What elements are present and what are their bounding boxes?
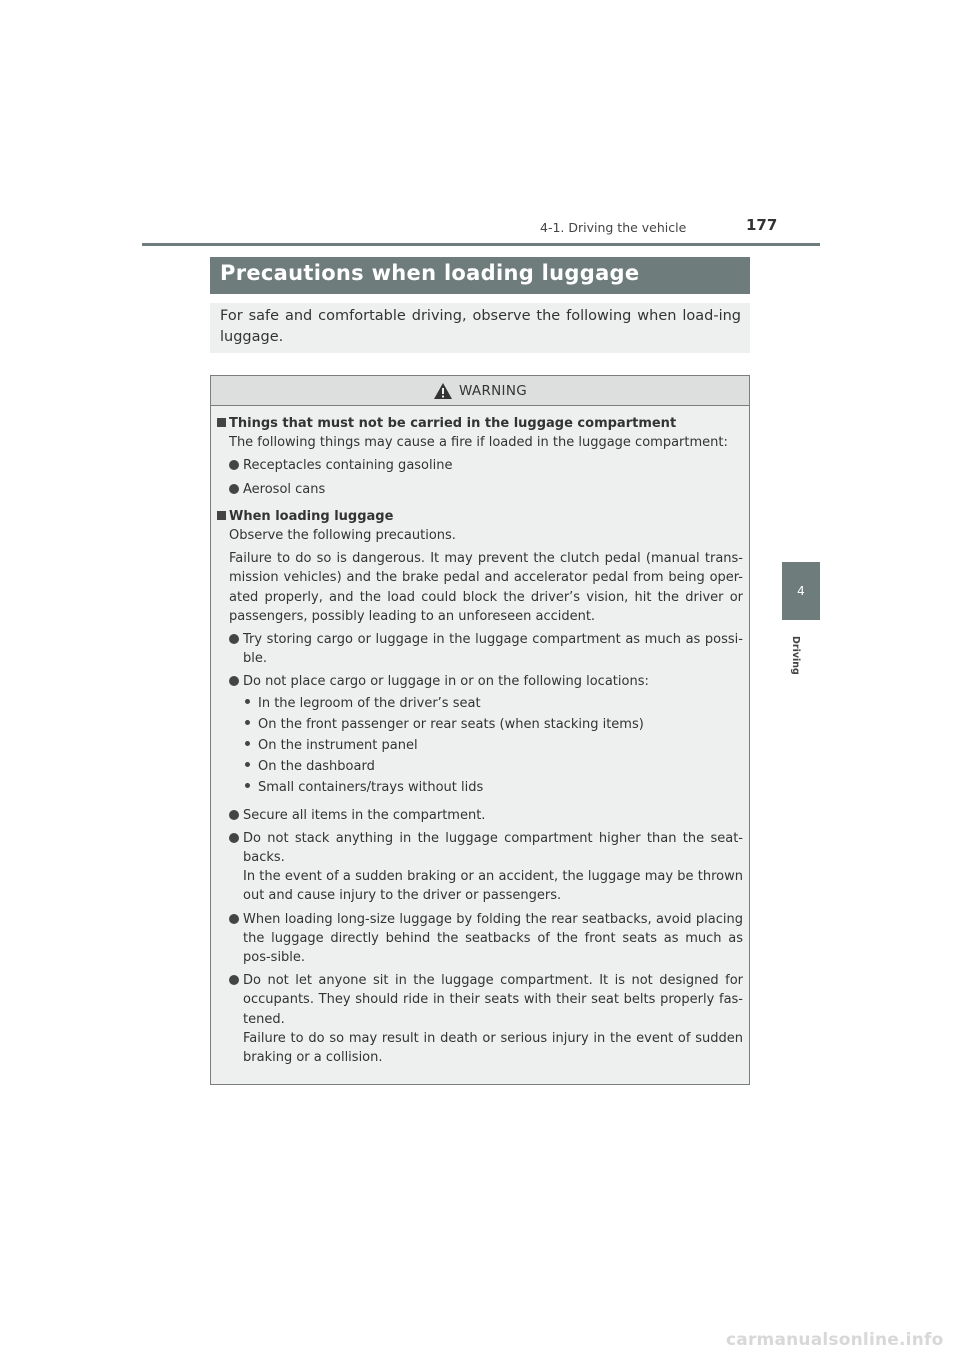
bullet-icon — [229, 971, 243, 1067]
sub-list-item: On the instrument panel — [244, 736, 743, 755]
list-item-note: Failure to do so may result in death or serious injury in the event of sudden braking or a collision. — [243, 1030, 743, 1066]
list-item-text: Do not let anyone sit in the luggage compartment. It is not designed for occupants. They should ride in their seats with their seat belts properly fas-tened. — [243, 973, 743, 1027]
bullet-icon — [229, 910, 243, 968]
small-bullet-icon — [244, 715, 258, 734]
list-item — [229, 971, 743, 1067]
bullet-icon — [229, 456, 243, 475]
intro-text: For safe and comfortable driving, observe the following when load-ing luggage. — [210, 303, 750, 353]
square-bullet-icon — [217, 507, 229, 526]
section-text: Observe the following precautions. — [229, 528, 456, 544]
page-title: Precautions when loading luggage — [210, 257, 750, 294]
list-item: Secure all items in the compartment. — [229, 806, 743, 825]
section-heading: Things that must not be carried in the luggage compartment — [217, 414, 743, 433]
list-item: When loading long-size luggage by folding the rear seatbacks, avoid placing the luggage directly behind the seatbacks of the front seats as much as pos-sible. — [229, 910, 743, 968]
list-item: Aerosol cans — [229, 480, 743, 499]
warning-body — [211, 406, 749, 1067]
list-item-text: Do not stack anything in the luggage compartment higher than the seat-backs. — [243, 830, 743, 866]
list-item-note: In the event of a sudden braking or an accident, the luggage may be thrown out and cause injury to the driver or passengers. — [243, 869, 743, 904]
watermark: carmanualsonline.info — [726, 1330, 944, 1350]
chapter-number: 4 — [797, 584, 805, 598]
small-bullet-icon — [244, 736, 258, 755]
square-bullet-icon — [217, 414, 229, 433]
warning-heading: WARNING — [459, 382, 527, 399]
chapter-tab — [782, 562, 820, 620]
small-bullet-icon — [244, 694, 258, 713]
sub-list-item: On the dashboard — [244, 757, 743, 776]
small-bullet-icon — [244, 778, 258, 797]
small-bullet-icon — [244, 757, 258, 776]
warning-header — [211, 376, 749, 406]
section-text: Failure to do so is dangerous. It may prevent the clutch pedal (manual trans-mission vehicles) and the brake pedal and accelerator pedal from being oper-ated properly, and the load could block the driver’s vision, hit the driver or passengers, possibly leading to an unforeseen accident. — [229, 551, 743, 624]
bullet-icon — [229, 829, 243, 906]
section-heading: When loading luggage — [217, 507, 743, 526]
bullet-icon — [229, 806, 243, 825]
list-item: Do not place cargo or luggage in or on the following locations: — [229, 672, 743, 691]
sub-list-item: In the legroom of the driver’s seat — [244, 694, 743, 713]
page-number: 177 — [746, 216, 778, 234]
list-item: Try storing cargo or luggage in the luggage compartment as much as possi-ble. — [229, 630, 743, 668]
warning-box — [210, 375, 750, 1085]
chapter-label: Driving — [790, 636, 801, 675]
list-item: Receptacles containing gasoline — [229, 456, 743, 475]
sub-list-item: On the front passenger or rear seats (when stacking items) — [244, 715, 743, 734]
section-text: The following things may cause a fire if loaded in the luggage compartment: — [229, 435, 728, 451]
section-header: 4-1. Driving the vehicle — [540, 220, 687, 235]
list-item — [229, 829, 743, 906]
sub-list-item: Small containers/trays without lids — [244, 778, 743, 797]
header-rule — [142, 243, 820, 246]
bullet-icon — [229, 480, 243, 499]
warning-icon — [433, 382, 453, 400]
bullet-icon — [229, 630, 243, 668]
bullet-icon — [229, 672, 243, 691]
